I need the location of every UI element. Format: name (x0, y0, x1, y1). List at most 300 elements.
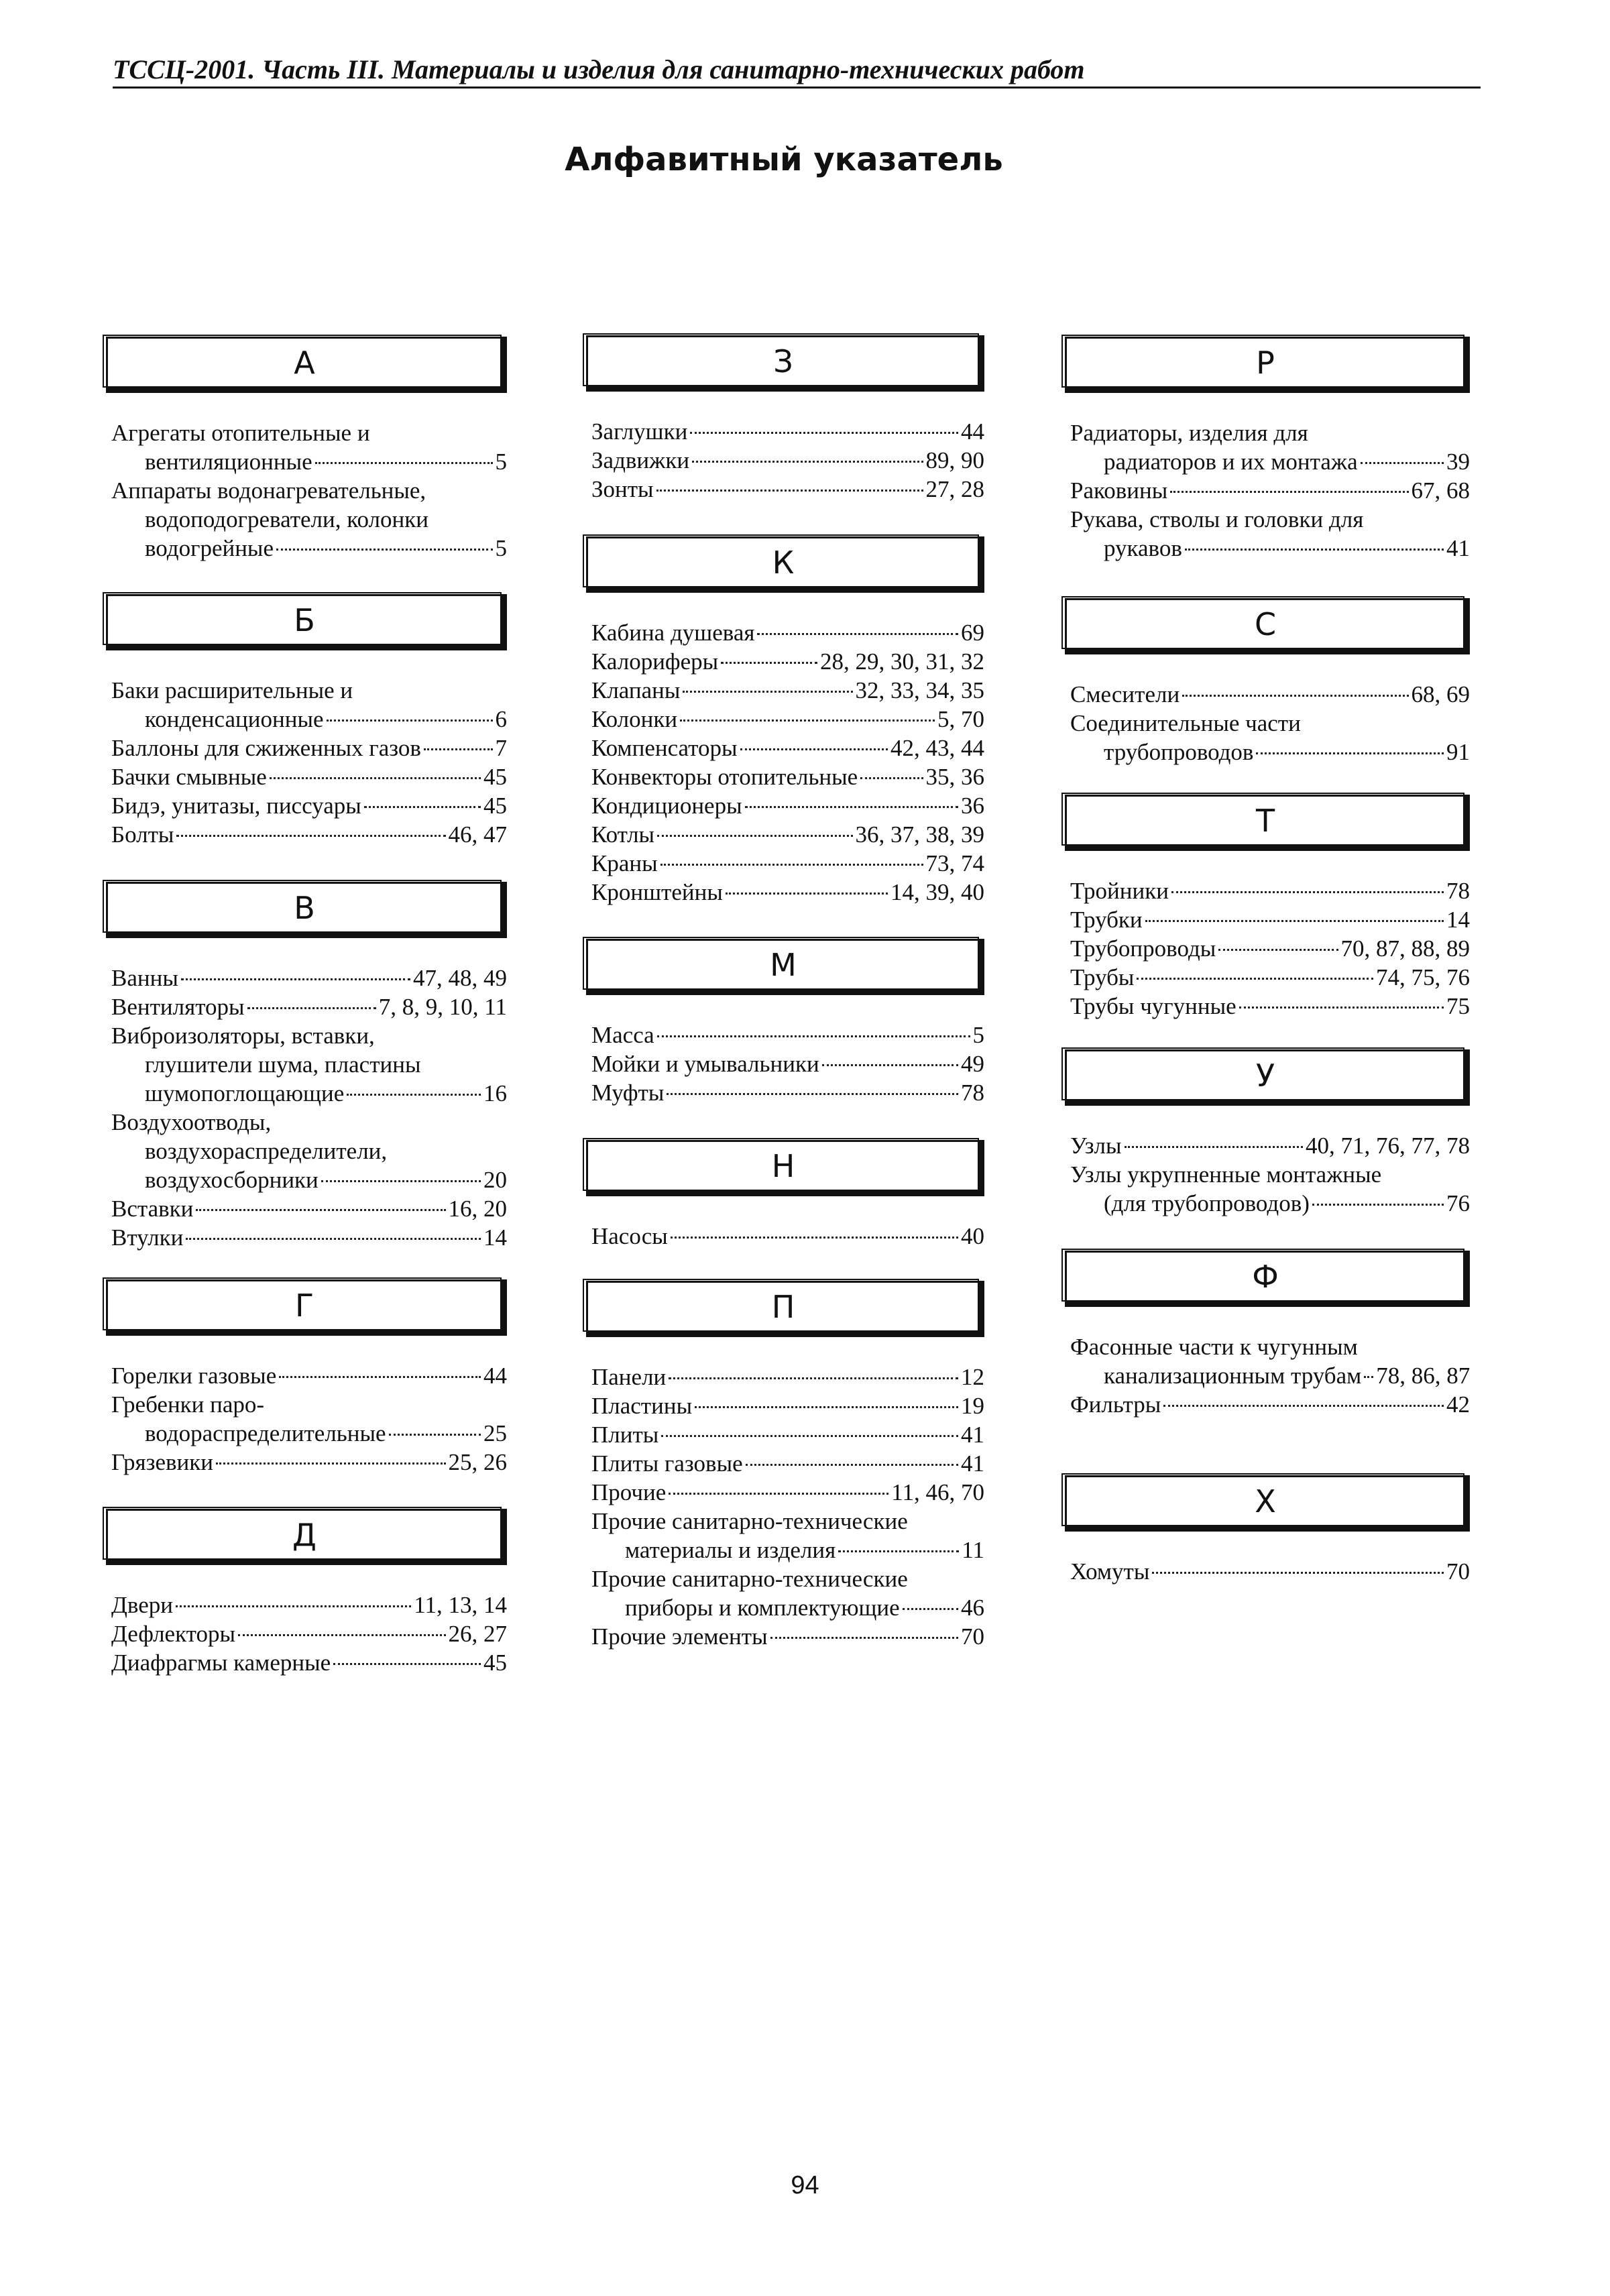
entry-pages: 7 (495, 735, 507, 761)
index-section-b (102, 594, 507, 849)
dot-leader (327, 720, 493, 722)
dot-leader (838, 1550, 959, 1552)
section-letter: А (294, 345, 315, 381)
entry-line (111, 1079, 507, 1108)
section-letter: Т (1255, 803, 1275, 839)
dot-leader (1239, 1007, 1444, 1009)
index-entry (111, 992, 507, 1021)
entry-pages: 78 (961, 1080, 984, 1106)
entry-term: Пластины (591, 1393, 693, 1419)
entry-line (111, 447, 507, 476)
index-entry (111, 1390, 507, 1448)
entry-pages: 45 (483, 764, 507, 790)
header-rule (113, 87, 1481, 89)
index-entry (1070, 418, 1470, 476)
index-entry (591, 1021, 984, 1049)
dot-leader (347, 1094, 481, 1096)
entry-line (1070, 992, 1470, 1021)
entry-pages: 14 (483, 1224, 507, 1251)
entry-term: Вентиляторы (111, 994, 245, 1020)
entry-line (111, 1021, 507, 1050)
dot-leader (903, 1608, 958, 1610)
page-number: 94 (791, 2171, 819, 2199)
index-section-t (1061, 795, 1470, 1021)
entry-term: Кондиционеры (591, 793, 742, 819)
entry-pages: 5, 70 (937, 706, 984, 732)
index-entry (1070, 934, 1470, 963)
entry-pages: 46 (961, 1595, 984, 1621)
entry-line (591, 1391, 984, 1420)
entry-term: Агрегаты отопительные и (111, 420, 370, 446)
entry-line (111, 676, 507, 705)
dot-leader (315, 462, 493, 464)
index-entry (591, 1363, 984, 1391)
entry-term: (для трубопроводов) (1104, 1190, 1310, 1216)
entry-line (1070, 709, 1470, 738)
entry-line (591, 1049, 984, 1078)
index-entry (111, 1619, 507, 1648)
entry-term: Насосы (591, 1223, 668, 1249)
index-entry (111, 1194, 507, 1223)
entry-term: водораспределительные (145, 1420, 386, 1446)
entry-term: конденсационные (145, 706, 324, 732)
entry-line (111, 1419, 507, 1448)
index-section-a (102, 337, 507, 563)
dot-leader (1361, 462, 1444, 464)
entry-term: Трубопроводы (1070, 935, 1216, 962)
index-section-p (582, 1281, 984, 1651)
index-entry (1070, 476, 1470, 505)
dot-leader (1152, 1572, 1444, 1574)
index-entries (582, 1363, 984, 1651)
entry-line (1070, 505, 1470, 534)
entry-term: водогрейные (145, 535, 274, 561)
entry-pages: 32, 33, 34, 35 (855, 677, 984, 703)
section-letter: Х (1255, 1483, 1276, 1519)
dot-leader (364, 806, 481, 808)
section-letter: У (1255, 1057, 1275, 1094)
entry-line (1070, 876, 1470, 905)
entry-term: Аппараты водонагревательные, (111, 477, 426, 504)
index-entry (111, 676, 507, 734)
entry-pages: 19 (961, 1393, 984, 1419)
index-section-g (102, 1279, 507, 1477)
entry-line (1070, 447, 1470, 476)
entry-term: Раковины (1070, 477, 1168, 504)
section-letter-box (1065, 1475, 1470, 1532)
entry-line (591, 820, 984, 849)
entry-pages: 69 (961, 620, 984, 646)
entry-pages: 6 (495, 706, 507, 732)
entry-line (591, 1507, 984, 1536)
index-entry (111, 820, 507, 849)
index-entry (111, 1021, 507, 1108)
entry-pages: 39 (1446, 449, 1470, 475)
entry-term: Рукава, стволы и головки для (1070, 506, 1364, 532)
entry-term: воздухосборники (145, 1167, 319, 1193)
index-entries (582, 618, 984, 907)
index-entry (111, 791, 507, 820)
dot-leader (238, 1634, 446, 1636)
entry-pages: 70 (961, 1623, 984, 1650)
section-letter-box (1065, 795, 1470, 851)
entry-line (1070, 1390, 1470, 1419)
index-entry (1070, 963, 1470, 992)
entry-pages: 16 (483, 1080, 507, 1106)
entry-line (591, 676, 984, 705)
entry-term: Трубки (1070, 907, 1143, 933)
dot-leader (1145, 920, 1444, 922)
section-letter: П (771, 1289, 795, 1325)
entry-line (111, 705, 507, 734)
entry-pages: 5 (972, 1022, 984, 1048)
entry-term: Двери (111, 1592, 173, 1618)
index-entry (1070, 992, 1470, 1021)
entry-pages: 41 (961, 1422, 984, 1448)
index-entry (591, 734, 984, 762)
index-entries (582, 1222, 984, 1251)
entry-line (591, 1593, 984, 1622)
index-entry (111, 1591, 507, 1619)
entry-pages: 11, 46, 70 (891, 1479, 984, 1505)
dot-leader (657, 835, 852, 837)
entry-line (111, 1194, 507, 1223)
entry-term: Болты (111, 821, 174, 848)
dot-leader (176, 1605, 411, 1607)
entry-term: Зонты (591, 476, 654, 502)
section-letter-box (586, 1281, 984, 1337)
section-letter: С (1254, 606, 1277, 642)
entry-term: Баки расширительные и (111, 677, 353, 703)
entry-pages: 40 (961, 1223, 984, 1249)
index-entry (111, 1108, 507, 1194)
dot-leader (1218, 949, 1338, 951)
dot-leader (757, 633, 958, 635)
index-entry (591, 849, 984, 878)
entry-pages: 73, 74 (925, 850, 984, 876)
dot-leader (181, 978, 410, 980)
section-letter: К (772, 544, 795, 581)
entry-term: Соединительные части (1070, 710, 1301, 736)
index-entries (1061, 1557, 1470, 1586)
entry-line (591, 446, 984, 475)
entry-line (1070, 963, 1470, 992)
entry-pages: 41 (1446, 535, 1470, 561)
entry-line (111, 1137, 507, 1165)
entry-pages: 27, 28 (925, 476, 984, 502)
dot-leader (860, 777, 923, 779)
page-title: Алфавитный указатель (565, 141, 1003, 178)
entry-pages: 42 (1446, 1391, 1470, 1418)
index-section-m (582, 939, 984, 1107)
entry-line (111, 964, 507, 992)
entry-line (591, 762, 984, 791)
index-entries (102, 1591, 507, 1677)
entry-line (591, 1536, 984, 1564)
entry-term: Узлы (1070, 1133, 1122, 1159)
entry-pages: 5 (495, 535, 507, 561)
entry-line (591, 618, 984, 647)
index-entry (111, 734, 507, 762)
dot-leader (1256, 752, 1444, 754)
index-entry (1070, 1131, 1470, 1160)
dot-leader (1312, 1204, 1444, 1206)
dot-leader (279, 1376, 481, 1378)
entry-line (111, 1648, 507, 1677)
entry-term: Прочие (591, 1479, 667, 1505)
dot-leader (669, 1377, 958, 1379)
dot-leader (726, 893, 888, 895)
entry-line (1070, 1131, 1470, 1160)
index-section-r (1061, 337, 1470, 563)
index-entry (591, 446, 984, 475)
section-letter-box (586, 1140, 984, 1196)
dot-leader (247, 1007, 376, 1009)
section-letter: Д (292, 1517, 317, 1553)
dot-leader (770, 1637, 958, 1639)
dot-leader (276, 549, 493, 551)
entry-pages: 26, 27 (448, 1621, 507, 1647)
entry-term: воздухораспределители, (145, 1138, 388, 1164)
dot-leader (1137, 978, 1373, 980)
entry-line (591, 1449, 984, 1478)
entry-line (1070, 680, 1470, 709)
dot-leader (1364, 1376, 1373, 1378)
entry-line (1070, 534, 1470, 563)
entry-line (591, 878, 984, 907)
entry-pages: 20 (483, 1167, 507, 1193)
entry-term: Клапаны (591, 677, 681, 703)
index-section-u (1061, 1049, 1470, 1218)
entry-term: Узлы укрупненные монтажные (1070, 1161, 1382, 1188)
index-section-h (1061, 1475, 1470, 1586)
entry-line (111, 476, 507, 505)
entry-term: Плиты (591, 1422, 659, 1448)
dot-leader (745, 806, 958, 808)
entry-line (111, 534, 507, 563)
entry-term: приборы и комплектующие (625, 1595, 900, 1621)
entry-line (591, 1564, 984, 1593)
entry-term: Фасонные части к чугунным (1070, 1334, 1358, 1360)
index-entry (111, 1361, 507, 1390)
index-entry (111, 1448, 507, 1477)
entry-line (591, 705, 984, 734)
index-entries (1061, 1332, 1470, 1419)
index-entry (591, 676, 984, 705)
dot-leader (690, 432, 958, 434)
entry-term: Кронштейны (591, 879, 723, 905)
entry-line (1070, 934, 1470, 963)
index-entry (591, 417, 984, 446)
entry-term: Тройники (1070, 878, 1169, 904)
index-entry (591, 1622, 984, 1651)
dot-leader (333, 1663, 481, 1665)
entry-term: вентиляционные (145, 449, 312, 475)
entry-pages: 28, 29, 30, 31, 32 (820, 648, 984, 675)
entry-pages: 75 (1446, 993, 1470, 1019)
index-entry (1070, 709, 1470, 766)
index-entry (591, 1078, 984, 1107)
entry-line (1070, 738, 1470, 766)
index-entry (111, 964, 507, 992)
index-entry (1070, 1332, 1470, 1390)
section-letter-box (106, 337, 507, 393)
entry-term: материалы и изделия (625, 1537, 836, 1563)
entry-line (111, 762, 507, 791)
entry-line (591, 1363, 984, 1391)
entry-pages: 45 (483, 1650, 507, 1676)
index-entry (591, 1449, 984, 1478)
dot-leader (1171, 891, 1444, 893)
entry-term: Бачки смывные (111, 764, 267, 790)
entry-line (111, 1361, 507, 1390)
entry-pages: 74, 75, 76 (1376, 964, 1470, 990)
index-entry (591, 1222, 984, 1251)
entry-line (1070, 1189, 1470, 1218)
entry-term: Заглушки (591, 418, 688, 445)
entry-line (1070, 1557, 1470, 1586)
index-entry (111, 1223, 507, 1252)
index-entries (1061, 418, 1470, 563)
entry-pages: 68, 69 (1411, 681, 1470, 707)
entry-term: Хомуты (1070, 1558, 1150, 1585)
dot-leader (1163, 1405, 1444, 1407)
entry-term: Мойки и умывальники (591, 1051, 819, 1077)
entry-line (1070, 1332, 1470, 1361)
entry-line (111, 992, 507, 1021)
dot-leader (424, 748, 493, 750)
entry-term: Грязевики (111, 1449, 213, 1475)
entry-pages: 7, 8, 9, 10, 11 (378, 994, 507, 1020)
index-entry (1070, 680, 1470, 709)
index-entries (1061, 876, 1470, 1021)
index-entries (582, 1021, 984, 1107)
section-letter: М (770, 947, 797, 983)
entry-line (111, 1619, 507, 1648)
index-entries (1061, 1131, 1470, 1218)
section-letter: Ф (1252, 1259, 1279, 1295)
entry-line (111, 820, 507, 849)
entry-line (1070, 418, 1470, 447)
section-letter-box (106, 594, 507, 650)
index-entries (102, 676, 507, 849)
entry-pages: 11 (962, 1537, 984, 1563)
entry-term: Масса (591, 1022, 654, 1048)
section-letter: Н (771, 1148, 795, 1184)
dot-leader (740, 748, 888, 750)
entry-line (1070, 476, 1470, 505)
dot-leader (1185, 549, 1444, 551)
entry-term: Вставки (111, 1196, 194, 1222)
entry-line (591, 849, 984, 878)
dot-leader (661, 1435, 958, 1437)
index-entries (102, 964, 507, 1252)
entry-pages: 78 (1446, 878, 1470, 904)
dot-leader (216, 1462, 446, 1465)
entry-pages: 44 (961, 418, 984, 445)
entry-line (111, 791, 507, 820)
index-entry (591, 762, 984, 791)
entry-term: Ванны (111, 965, 178, 991)
index-entry (591, 1564, 984, 1622)
index-entry (111, 762, 507, 791)
entry-line (591, 475, 984, 504)
entry-term: Задвижки (591, 447, 690, 473)
section-letter-box (106, 882, 507, 938)
entry-line (111, 505, 507, 534)
entry-term: Котлы (591, 821, 655, 848)
entry-line (111, 1050, 507, 1079)
index-entry (591, 791, 984, 820)
section-letter: З (773, 343, 793, 380)
entry-line (1070, 905, 1470, 934)
dot-leader (321, 1180, 481, 1182)
dot-leader (721, 662, 817, 664)
entry-line (111, 1165, 507, 1194)
entry-term: Трубы чугунные (1070, 993, 1237, 1019)
entry-term: рукавов (1104, 535, 1182, 561)
entry-term: Колонки (591, 706, 678, 732)
dot-leader (695, 1406, 958, 1408)
entry-pages: 78, 86, 87 (1376, 1363, 1471, 1389)
entry-pages: 76 (1446, 1190, 1470, 1216)
entry-line (111, 1390, 507, 1419)
entry-line (1070, 1361, 1470, 1390)
dot-leader (176, 835, 445, 837)
entry-term: Бидэ, унитазы, писсуары (111, 793, 361, 819)
entry-term: Диафрагмы камерные (111, 1650, 331, 1676)
section-letter: Р (1256, 345, 1275, 381)
dot-leader (692, 461, 923, 463)
entry-term: Кабина душевая (591, 620, 755, 646)
entry-pages: 49 (961, 1051, 984, 1077)
section-letter-box (1065, 598, 1470, 654)
entry-term: Смесители (1070, 681, 1180, 707)
dot-leader (657, 1035, 970, 1037)
index-entry (1070, 1557, 1470, 1586)
section-letter-box (1065, 1251, 1470, 1307)
entry-term: Воздухоотводы, (111, 1109, 272, 1135)
index-entry (591, 475, 984, 504)
entry-pages: 40, 71, 76, 77, 78 (1306, 1133, 1470, 1159)
entry-term: трубопроводов (1104, 739, 1254, 765)
dot-leader (186, 1238, 481, 1240)
entry-term: Дефлекторы (111, 1621, 235, 1647)
index-section-v (102, 882, 507, 1252)
section-letter-box (586, 536, 984, 593)
index-entry (591, 618, 984, 647)
entry-pages: 12 (961, 1364, 984, 1390)
entry-pages: 70, 87, 88, 89 (1340, 935, 1470, 962)
entry-pages: 47, 48, 49 (413, 965, 507, 991)
index-entry (591, 705, 984, 734)
entry-pages: 36, 37, 38, 39 (855, 821, 984, 848)
entry-line (591, 1478, 984, 1507)
entry-line (111, 1448, 507, 1477)
section-letter-box (586, 939, 984, 995)
section-letter-box (1065, 337, 1470, 393)
index-section-k (582, 536, 984, 907)
entry-pages: 25, 26 (448, 1449, 507, 1475)
dot-leader (270, 777, 481, 779)
entry-term: Краны (591, 850, 658, 876)
entry-term: Втулки (111, 1224, 184, 1251)
index-section-f (1061, 1251, 1470, 1419)
entry-term: Муфты (591, 1080, 665, 1106)
entry-line (591, 417, 984, 446)
entry-line (111, 1223, 507, 1252)
index-section-n (582, 1140, 984, 1251)
